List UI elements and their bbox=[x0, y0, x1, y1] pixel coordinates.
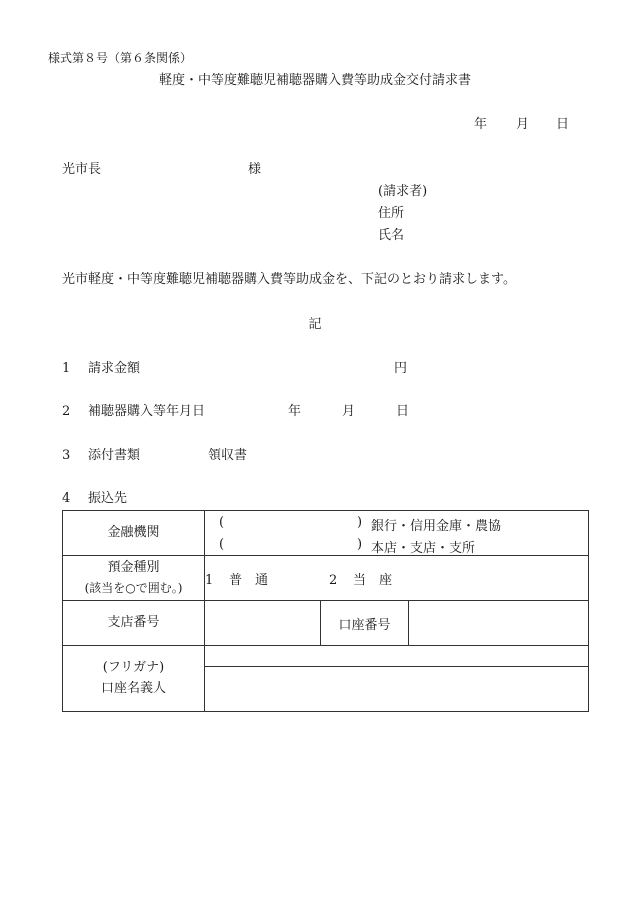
claimant-heading: (請求者) bbox=[378, 184, 428, 199]
ki-heading: 記 bbox=[308, 317, 322, 332]
holder-name-label: 口座名義人 bbox=[100, 680, 166, 696]
deposit-option-current[interactable]: 当 座 bbox=[353, 572, 393, 588]
deposit-kind-label: 預金種別 bbox=[107, 560, 160, 575]
deposit-kind-options[interactable] bbox=[205, 556, 589, 601]
deposit-option-2-number: 2 bbox=[329, 572, 338, 588]
holder-furigana-row bbox=[63, 646, 589, 667]
attachment-value: 領収書 bbox=[208, 448, 248, 463]
deposit-kind-label-cell bbox=[63, 556, 205, 601]
claimant-name-label: 氏名 bbox=[378, 228, 405, 243]
branch-number-label: 支店番号 bbox=[107, 614, 160, 630]
item-4-label: 振込先 bbox=[88, 491, 128, 506]
bank-open-paren: ( bbox=[219, 515, 225, 530]
item-2-label: 補聴器購入等年月日 bbox=[88, 404, 206, 419]
branch-close-paren: ) bbox=[357, 537, 363, 552]
bank-type-options: 銀行・信用金庫・農協 bbox=[371, 519, 502, 534]
deposit-option-ordinary[interactable]: 普 通 bbox=[229, 572, 269, 588]
item-1-number: 1 bbox=[62, 361, 71, 376]
request-statement: 光市軽度・中等度難聴児補聴器購入費等助成金を、下記のとおり請求します。 bbox=[62, 272, 516, 287]
number-row bbox=[63, 601, 589, 646]
branch-open-paren: ( bbox=[219, 537, 225, 552]
bank-close-paren: ) bbox=[357, 515, 363, 530]
holder-label-cell bbox=[63, 646, 205, 712]
institution-row bbox=[63, 511, 589, 556]
holder-name-field[interactable] bbox=[205, 667, 589, 712]
date-day-label: 日 bbox=[556, 117, 570, 132]
claimant-address-label: 住所 bbox=[378, 206, 405, 221]
branch-name-line bbox=[205, 533, 588, 555]
account-number-label: 口座番号 bbox=[338, 617, 391, 633]
document-title: 軽度・中等度難聴児補聴器購入費等助成金交付請求書 bbox=[158, 73, 471, 88]
holder-furigana-field[interactable] bbox=[205, 646, 589, 667]
institution-label-cell bbox=[63, 511, 205, 556]
branch-number-field[interactable] bbox=[205, 601, 321, 646]
form-number-label: 様式第８号（第６条関係） bbox=[48, 51, 193, 65]
item-3-label: 添付書類 bbox=[88, 448, 141, 463]
institution-field[interactable] bbox=[205, 511, 589, 556]
date-year-label: 年 bbox=[474, 117, 488, 132]
item-4-number: 4 bbox=[62, 491, 71, 506]
addressee-honorific: 様 bbox=[248, 162, 262, 177]
deposit-kind-row bbox=[63, 556, 589, 601]
institution-label: 金融機関 bbox=[107, 524, 160, 540]
amount-unit: 円 bbox=[394, 361, 408, 376]
holder-furigana-label: (フリガナ) bbox=[102, 659, 165, 675]
date-month-label: 月 bbox=[516, 117, 530, 132]
deposit-kind-note: (該当を○で囲む。) bbox=[84, 580, 183, 595]
account-number-label-cell bbox=[321, 601, 409, 646]
purchase-month-label: 月 bbox=[342, 404, 356, 419]
item-2-number: 2 bbox=[62, 404, 71, 419]
item-3-number: 3 bbox=[62, 448, 71, 463]
deposit-option-1-number: 1 bbox=[205, 572, 214, 588]
account-number-field[interactable] bbox=[409, 601, 589, 646]
purchase-day-label: 日 bbox=[396, 404, 410, 419]
bank-name-line bbox=[205, 511, 588, 533]
branch-type-options: 本店・支店・支所 bbox=[371, 541, 476, 556]
branch-number-label-cell bbox=[63, 601, 205, 646]
purchase-year-label: 年 bbox=[288, 404, 302, 419]
bank-transfer-table bbox=[62, 510, 589, 712]
addressee-name: 光市長 bbox=[62, 162, 102, 177]
item-1-label: 請求金額 bbox=[88, 361, 141, 376]
